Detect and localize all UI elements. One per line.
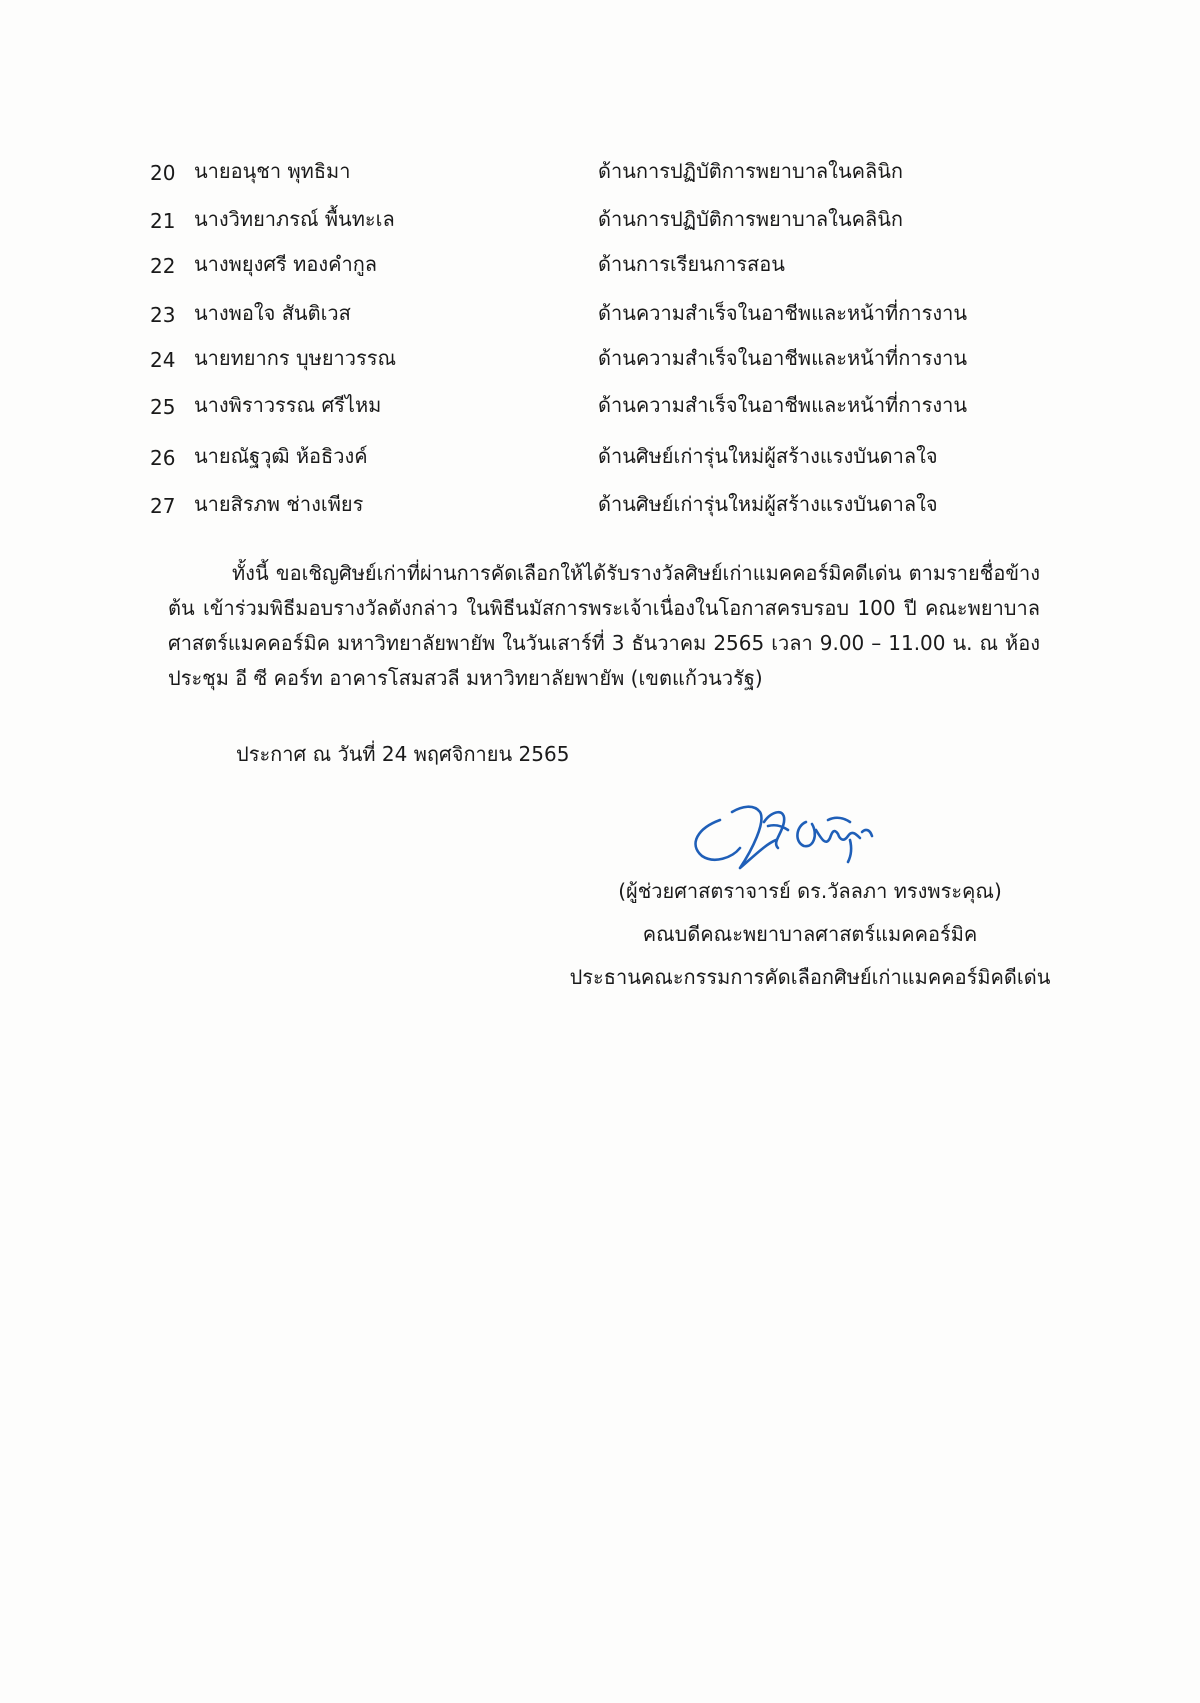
award-number: 25 xyxy=(150,395,176,419)
announcement-date: ประกาศ ณ วันที่ 24 พฤศจิกายน 2565 xyxy=(236,742,570,766)
invitation-paragraph: ทั้งนี้ ขอเชิญศิษย์เก่าที่ผ่านการคัดเลือกให้ได้รับรางวัลศิษย์เก่าแมคคอร์มิคดีเด่น ตามรายชื่อข้างต้น เข้าร่วมพิธีมอบรางวัลดังกล่าว ในพิธีนมัสการพระเจ้าเนื่องในโอกาสครบรอบ 100 ปี คณะพยาบาลศาสตร์แมคคอร์มิค มหาวิทยาลัยพายัพ ในวันเสาร์ที่ 3 ธันวาคม 2565 เวลา 9.00 – 11.00 น. ณ ห้องประชุม อี ซี คอร์ท อาคารโสมสวลี มหาวิทยาลัยพายัพ (เขตแก้วนวรัฐ) xyxy=(168,561,1040,690)
award-number: 22 xyxy=(150,254,176,278)
award-category: ด้านการปฏิบัติการพยาบาลในคลินิก xyxy=(598,159,904,183)
awardee-name: นางวิทยาภรณ์ พื้นทะเล xyxy=(194,207,395,231)
awardee-name: นายทยากร บุษยาวรรณ xyxy=(194,346,397,370)
award-row xyxy=(0,488,1200,522)
award-number: 24 xyxy=(150,348,176,372)
signatory-name: (ผู้ช่วยศาสตราจารย์ ดร.วัลลภา ทรงพระคุณ) xyxy=(618,879,1002,903)
award-row xyxy=(0,342,1200,376)
awardee-name: นางพยุงศรี ทองคำกูล xyxy=(194,252,378,276)
award-category: ด้านความสำเร็จในอาชีพและหน้าที่การงาน xyxy=(598,393,967,417)
award-row xyxy=(0,155,1200,189)
awardee-name: นายสิรภพ ช่างเพียร xyxy=(194,492,364,516)
award-category: ด้านการเรียนการสอน xyxy=(598,252,785,276)
award-row xyxy=(0,248,1200,282)
award-number: 27 xyxy=(150,494,176,518)
award-row xyxy=(0,389,1200,423)
award-row xyxy=(0,203,1200,237)
award-category: ด้านความสำเร็จในอาชีพและหน้าที่การงาน xyxy=(598,346,967,370)
awardee-name: นายณัฐวุฒิ ห้อธิวงค์ xyxy=(194,444,368,468)
awardee-name: นายอนุชา พุทธิมา xyxy=(194,159,351,183)
signatory-title: คณบดีคณะพยาบาลศาสตร์แมคคอร์มิค xyxy=(642,922,978,946)
award-category: ด้านศิษย์เก่ารุ่นใหม่ผู้สร้างแรงบันดาลใจ xyxy=(598,444,938,468)
award-number: 23 xyxy=(150,303,176,327)
award-row xyxy=(0,440,1200,474)
signatory-block xyxy=(560,870,1060,999)
award-category: ด้านการปฏิบัติการพยาบาลในคลินิก xyxy=(598,207,904,231)
award-category: ด้านศิษย์เก่ารุ่นใหม่ผู้สร้างแรงบันดาลใจ xyxy=(598,492,938,516)
awardee-name: นางพอใจ สันติเวส xyxy=(194,301,351,325)
signatory-committee: ประธานคณะกรรมการคัดเลือกศิษย์เก่าแมคคอร์มิคดีเด่น xyxy=(569,965,1051,989)
award-number: 20 xyxy=(150,161,176,185)
awardee-name: นางพิราวรรณ ศรีไหม xyxy=(194,393,382,417)
award-row xyxy=(0,297,1200,331)
award-number: 21 xyxy=(150,209,176,233)
award-number: 26 xyxy=(150,446,176,470)
award-category: ด้านความสำเร็จในอาชีพและหน้าที่การงาน xyxy=(598,301,967,325)
